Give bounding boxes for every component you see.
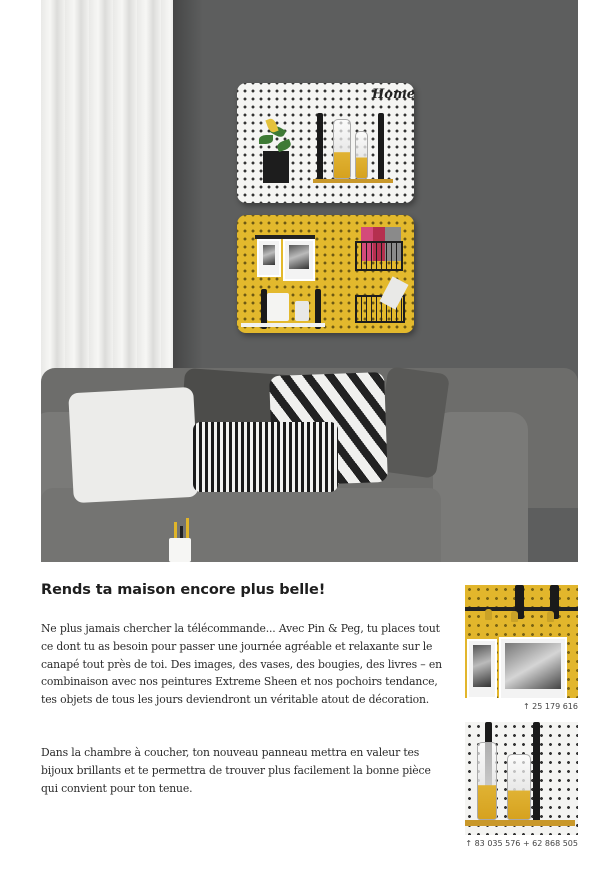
curtain — [41, 0, 173, 430]
thumbnail-2-caption: ↑ 83 035 576 + 62 868 505 — [465, 839, 578, 848]
glass-bottle — [355, 131, 368, 179]
leather-strap — [317, 113, 323, 181]
glass-bottle — [477, 742, 497, 820]
photo-card — [467, 639, 497, 698]
leather-strap — [533, 722, 540, 822]
shelf — [465, 820, 575, 826]
cushion-white — [68, 387, 199, 503]
photo-card — [257, 239, 281, 277]
plant-leaf — [276, 139, 292, 152]
flower-leaf — [265, 117, 278, 133]
hero-photo — [41, 0, 578, 562]
glass-bottle — [333, 119, 351, 179]
photo-card — [499, 637, 567, 698]
thumbnail-1-caption: ↑ 25 179 616 — [522, 702, 578, 711]
candle — [295, 301, 309, 321]
cushion-striped — [193, 422, 338, 492]
white-pegboard — [237, 83, 414, 203]
wall-shadow — [173, 0, 203, 430]
clip — [485, 609, 492, 620]
sofa-arm — [433, 412, 528, 562]
thumbnail-bottle-shelf — [465, 722, 578, 835]
board-home-lettering: Home — [372, 87, 415, 102]
glass-bottle — [507, 754, 531, 820]
pencil-cup — [169, 538, 191, 562]
pencil — [186, 518, 189, 540]
clip — [547, 611, 554, 622]
article-headline: Rends ta maison encore plus belle! — [41, 582, 326, 598]
wire-basket — [355, 241, 403, 271]
photo-card — [283, 239, 315, 281]
thumbnail-photo-rail — [465, 585, 578, 698]
plant-leaf — [259, 135, 273, 144]
leather-strap — [378, 113, 384, 181]
article-paragraph-1: Ne plus jamais chercher la télécommande... Avec Pin & Peg, tu places tout ce dont tu as besoin pour passer une journée agréable et relaxante sur le canapé tout près de toi. Des images, des vases, des bougies, des livres – en combinaison avec nos peintures Extreme Sheen et nos pochoirs tendance, tes objets de tous les jours deviendront un véritable atout de décoration. — [41, 622, 442, 707]
shelf — [313, 179, 393, 183]
article-paragraph-2: Dans la chambre à coucher, ton nouveau panneau mettra en valeur tes bijoux brillants et te permettra de trouver plus facilement la bonne pièce qui convient pour ton tenue. — [41, 746, 431, 795]
plant-pot — [263, 151, 289, 183]
clip — [511, 611, 518, 622]
shelf — [241, 323, 325, 327]
candle — [267, 293, 289, 321]
gold-pegboard — [237, 215, 414, 333]
